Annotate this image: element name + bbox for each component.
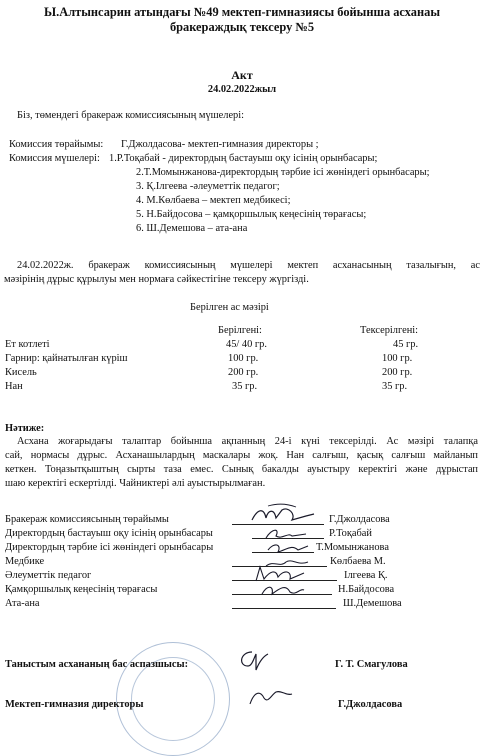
signature-name-2: Р.Тоқабай [329,528,372,539]
commission-member-2: 2.Т.Момынжанова-директордың тәрбие ісі жөніндегі орынбасары; [136,167,430,178]
menu-row-2-given: 100 гр. [228,353,259,364]
result-line-1: Асхана жоғарыдағы талаптар бойынша ақпанның 24-і күні тексерілді. Ас мәзірі талапқа [17,436,478,447]
handwritten-signature-chef [232,648,272,674]
signature-name-3: Т.Момынжанова [316,542,389,553]
menu-row-2-item: Гарнир: қайнатылған күріш [5,353,128,364]
header-title-line-1: Ы.Алтынсарин атындағы №49 мектеп-гимназиясы бойынша асханаы [43,5,440,19]
signature-name-5: Ілгеева Қ. [344,570,388,581]
handwritten-signature-director [246,686,296,710]
signature-role-7: Ата-ана [5,598,40,609]
menu-title: Берілген ас мәзірі [190,302,269,313]
commission-chair-label: Комиссия төрайымы: [9,139,104,150]
act-date: 24.02.2022жыл [207,84,277,95]
signature-name-1: Г.Джолдасова [329,514,390,525]
paragraph-line-1: 24.02.2022ж. бракераж комиссиясының мүшелері мектеп асханасының тазалығын, ас [17,260,480,271]
menu-col-checked: Тексерілгені: [360,325,419,336]
footer-chef-name: Г. Т. Смагулова [335,659,408,670]
header-title-line-2: бракераждық тексеру №5 [169,20,315,34]
signature-role-3: Директордың тәрбие ісі жөніндегі орынбасары [5,542,214,553]
menu-row-1-given: 45/ 40 гр. [226,339,267,350]
commission-member-5: 5. Н.Байдосова – қамқоршылық кеңесінің төрағасы; [136,209,367,220]
menu-row-3-item: Кисель [5,367,37,378]
signature-role-4: Медбике [5,556,45,567]
menu-row-4-given: 35 гр. [232,381,258,392]
result-line-3: кеткен. Тоңазытқыштың сырты таза емес. Сынық бакалды ауыстыру керектігі және дұрыстап [5,464,478,475]
menu-row-3-given: 200 гр. [228,367,259,378]
handwritten-signature-6 [258,580,308,600]
commission-member-4: 4. М.Көлбаева – мектеп медбикесі; [136,195,291,206]
signature-name-6: Н.Байдосова [338,584,395,595]
commission-members-label: Комиссия мүшелері: [9,153,100,164]
intro-text: Біз, төмендегі бракераж комиссиясының мүшелері: [17,110,245,121]
signature-role-2: Директордың бастауыш оқу ісінің орынбасары [5,528,213,539]
commission-chair: Г.Джолдасова- мектеп-гимназия директоры ; [121,139,319,150]
menu-row-3-checked: 200 гр. [382,367,413,378]
menu-row-1-checked: 45 гр. [393,339,419,350]
signature-role-1: Бракераж комиссиясының төрайымы [5,514,169,525]
footer-director-role: Мектеп-гимназия директоры [5,699,144,710]
commission-member-6: 6. Ш.Демешова – ата-ана [136,223,248,234]
result-line-2: сай, нормасы дұрыс. Асханашылардың маскалары жоқ. Нан салғыш, қасық салғыш майланып [5,450,478,461]
result-heading: Нәтиже: [5,423,45,434]
signature-line-7 [232,608,336,609]
paragraph-line-2: мәзірінің дұрыс құрылуы мен нормаға сәйкестігіне тексеру жүргізді. [4,274,309,285]
menu-row-2-checked: 100 гр. [382,353,413,364]
signature-role-6: Қамқоршылық кеңесінің төрағасы [5,584,158,595]
act-title: Акт [231,68,253,82]
menu-row-4-item: Нан [5,381,23,392]
commission-member-3: 3. Қ.Ілгеева -әлеуметтік педагог; [136,181,280,192]
footer-director-name: Г.Джолдасова [338,699,403,710]
menu-row-4-checked: 35 гр. [382,381,408,392]
menu-col-given: Берілгені: [218,325,262,336]
signature-name-4: Көлбаева М. [330,556,386,567]
commission-member-1: 1.Р.Тоқабай - директордың бастауыш оқу ісінің орынбасары; [109,153,378,164]
menu-row-1-item: Ет котлеті [5,339,50,350]
signature-role-5: Әлеуметтік педагог [5,570,92,581]
result-line-4: шаю керектігі ескертілді. Чайниктері әлі ауыстырылмаған. [5,478,266,489]
footer-chef-role: Таныстым асхананың бас аспазшысы: [5,659,189,670]
signature-name-7: Ш.Демешова [343,598,402,609]
handwritten-signature-1 [248,504,318,526]
